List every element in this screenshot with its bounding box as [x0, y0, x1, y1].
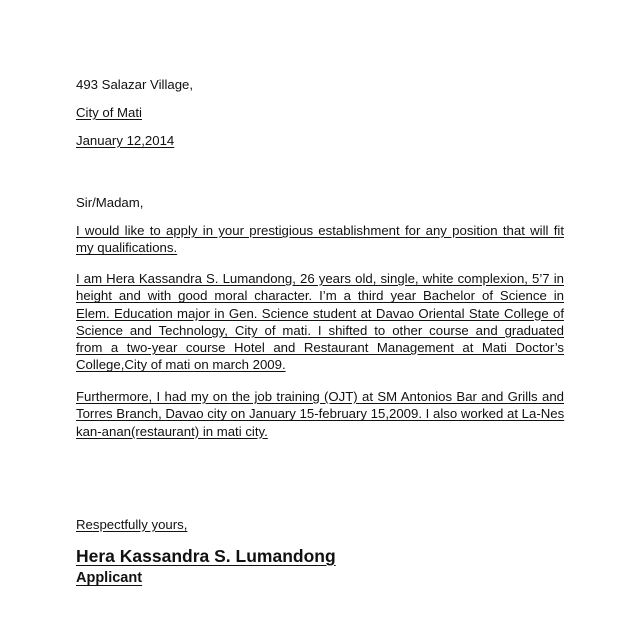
signature-name: Hera Kassandra S. Lumandong: [76, 546, 336, 566]
paragraph-line: I am Hera Kassandra S. Lumandong, 26 years old, single, white complexion, 5’7 in: [76, 271, 564, 286]
paragraph-line: Furthermore, I had my on the job training (OJT) at SM Antonios Bar and Grills and: [76, 389, 564, 404]
address-line-2: City of Mati: [76, 105, 142, 120]
paragraph-line: height and with good moral character. I’m a third year Bachelor of Science in: [76, 288, 564, 304]
closing: Respectfully yours,: [76, 517, 188, 532]
paragraph-line: Elem. Education major in Gen. Science student at Davao Oriental State College of: [76, 305, 564, 321]
paragraph-background: [76, 270, 564, 374]
salutation: Sir/Madam,: [76, 195, 144, 210]
paragraph-line: Torres Branch, Davao city on January 15-february 15,2009. I also worked at La-Nes: [76, 406, 565, 422]
paragraph-experience: [76, 388, 564, 440]
address-line-1: 493 Salazar Village,: [76, 77, 194, 92]
letter-date: January 12,2014: [76, 133, 175, 148]
paragraph-line: College,City of mati on march 2009.: [76, 357, 286, 373]
paragraph-line: from a two-year course Hotel and Restaurant Management at Mati Doctor’s: [76, 340, 564, 356]
paragraph-line: kan-anan(restaurant) in mati city.: [76, 423, 268, 439]
paragraph-application: [76, 222, 564, 257]
signature-title: Applicant: [76, 570, 143, 586]
paragraph-line: my qualifications.: [76, 240, 178, 256]
paragraph-line: Science and Technology, City of mati. I shifted to other course and graduated: [76, 322, 564, 338]
paragraph-line: I would like to apply in your prestigious establishment for any position that will fit: [76, 223, 564, 238]
